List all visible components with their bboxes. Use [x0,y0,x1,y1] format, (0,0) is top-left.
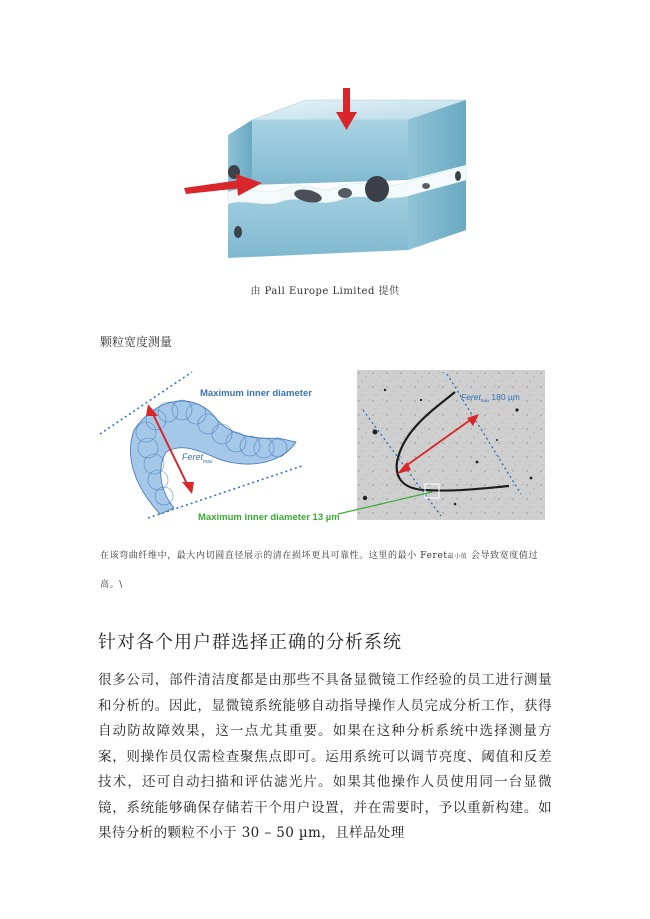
label-feret: Feret [461,392,481,402]
particle [422,183,430,189]
figure-caption-2: 在该弯曲纤维中，最大内切圆直径展示的清在损坏更具可靠性。这里的最小 Feret最小值 会导致宽度值过高。\ [100,551,539,590]
label-feret-value: 180 µm [491,392,520,402]
label-feret: Feret [182,452,204,462]
particle [365,176,389,202]
section-heading: 针对各个用户群选择正确的分析系统 [98,632,402,653]
label-max-inner-diameter: Maximum inner diameter [200,388,312,399]
label-feret-sub: max [480,398,490,403]
particle [338,188,352,198]
label-feret-sub: max [203,459,213,465]
filter-illustration [170,80,480,270]
section-label: 颗粒宽度测量 [100,335,173,349]
body-paragraph: 很多公司，部件清洁度都是由那些不具备显微镜工作经验的员工进行测量和分析的。因此，显微镜系统能够自动指导操作人员完成分析工作，获得自动防故障效果，这一点尤其重要。如果在这种分析系统中选择测量方案，则操作员仅需检查聚焦点即可。运用系统可以调节亮度、阈值和反差技术，还可自动扫描和评估滤光片。如果其他操作人员使用同一台显微镜，系统能够确保存储若干个用户设置，并在需要时，予以重新构建。如果待分析的颗粒不小于 30 – 50 µm，且样品处理 [98,672,552,841]
label-max-inner-diameter-13um: Maximum inner diameter 13 µm [198,512,340,523]
annotation-overlay [96,480,456,526]
svg-text:Feretmax180 µm [461,392,520,403]
particle [234,226,242,238]
particle [455,171,461,181]
figure-caption: 由 Pall Europe Limited 提供 [250,286,400,297]
